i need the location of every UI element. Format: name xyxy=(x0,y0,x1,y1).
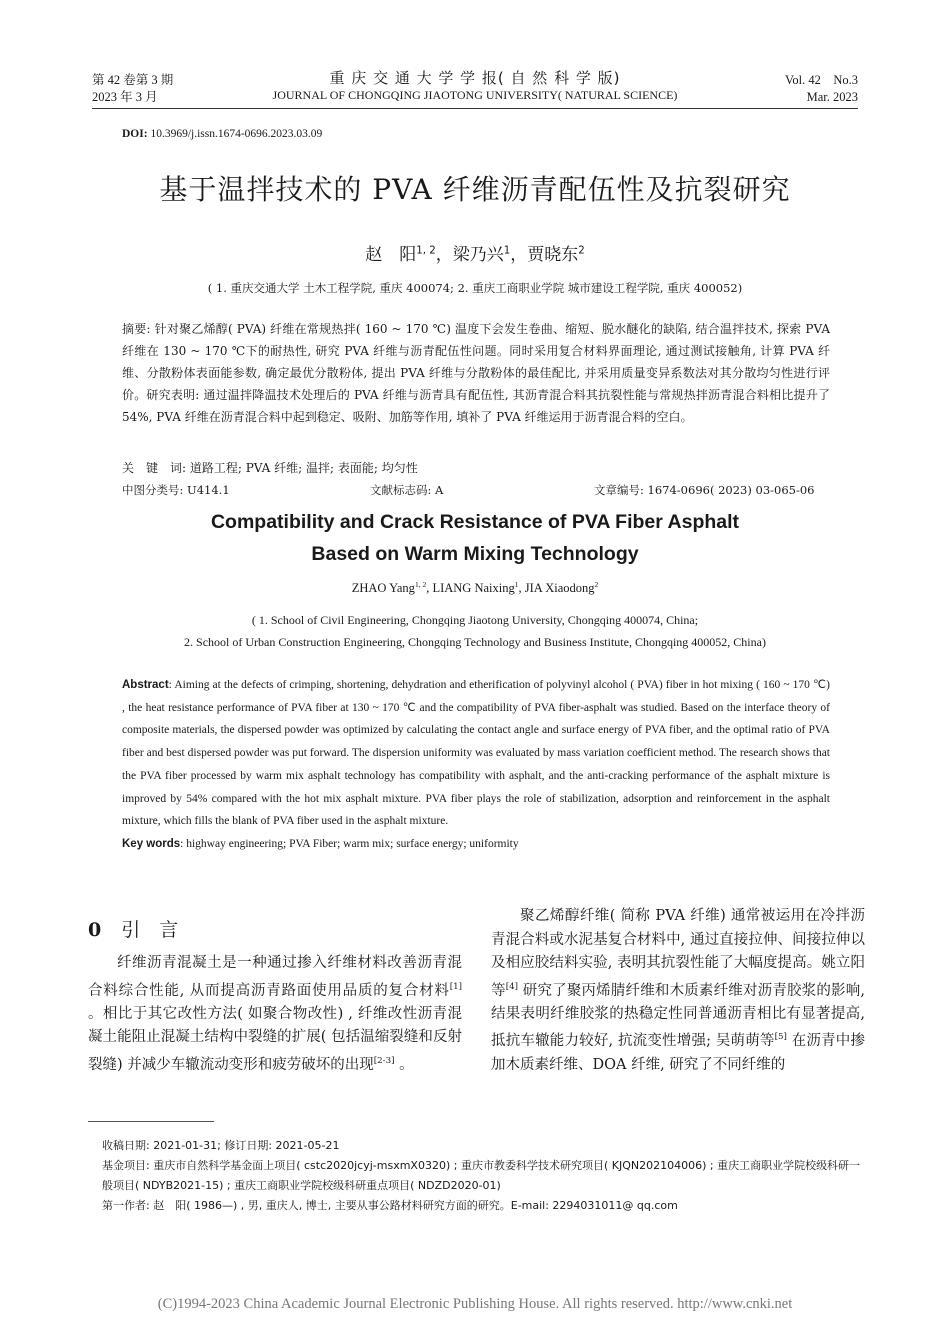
copyright-notice: (C)1994-2023 China Academic Journal Electronic Publishing House. All rights reserved. http://www.cnki.net xyxy=(157,1296,793,1312)
section-heading xyxy=(88,915,178,942)
author-en-2-sup: 1 xyxy=(514,580,519,589)
abstract-en-text: : Aiming at the defects of crimping, shortening, dehydration and etherification of polyvinyl alcohol ( PVA) fiber in hot mixing ( 160 ~ 170 ℃) , the heat resistance performance of PVA fiber at 130 ~ 170 ℃ and the compatibility of PVA fiber-asphalt was studied. Based on the interface theory of composite materials, the dispersed powder was optimized by calculating the contact angle and surface energy of PVA fiber, and the optimal ratio of PVA fiber and best dispersed powder was put forward. The dispersion uniformity was evaluated by mass variation coefficient method. The research shows that the PVA fiber processed by warm mix asphalt technology has compatibility with asphalt, and the anti-cracking performance of the asphalt mixture is improved by 54% compared with the hot mix asphalt mixture. PVA fiber plays the role of stabilization, adsorption and reinforcement in the asphalt mixture, which fills the blank of PVA fiber used in the asphalt mixture. xyxy=(122,679,830,828)
header-rule xyxy=(92,108,858,109)
affiliation-en-line1: ( 1. School of Civil Engineering, Chongqing Jiaotong University, Chongqing 400074, China; xyxy=(251,613,699,627)
title-en-line2: Based on Warm Mixing Technology xyxy=(311,543,639,565)
citation-2: [2-3] xyxy=(373,1055,395,1066)
author-1-sup: 1, 2 xyxy=(416,245,436,257)
keywords-en-text: : highway engineering; PVA Fiber; warm mix; surface energy; uniformity xyxy=(180,837,519,850)
right-text-3: 在沥青中掺加木质素纤维、DOA 纤维, 研究了不同纤维的 xyxy=(491,1033,866,1073)
abstract-en-label: Abstract xyxy=(122,679,169,691)
journal-name-en: JOURNAL OF CHONGQING JIAOTONG UNIVERSITY( NATURAL SCIENCE) xyxy=(272,88,678,102)
right-text-2: 研究了聚丙烯腈纤维和木质素纤维对沥青胶浆的影响, 结果表明纤维胶浆的热稳定性同普通沥青相比有显著提高, 抵抗车辙能力较好, 抗流变性增强; 吴萌萌等 xyxy=(491,982,866,1050)
abstract-en xyxy=(122,674,830,856)
citation-4: [4] xyxy=(505,981,518,992)
author-1: 赵 阳 xyxy=(365,245,417,265)
intro-text-1: 纤维沥青混凝土是一种通过掺入纤维材料改善沥青混合料综合性能, 从而提高沥青路面使用品质的复合材料 xyxy=(88,955,462,999)
authors-en xyxy=(0,580,950,596)
title-en-line1: Compatibility and Crack Resistance of PVA Fiber Asphalt xyxy=(210,511,740,533)
right-text-1: 聚乙烯醇纤维( 简称 PVA 纤维) 通常被运用在冷拌沥青混合料或水泥基复合材料中, 通过直接拉伸、间接拉伸以及相应胶结料实验, 表明其抗裂性能了大幅度提高。姚立阳等 xyxy=(491,908,865,999)
title-en xyxy=(0,506,950,570)
footnote-author: 第一作者: 赵 阳( 1986—) , 男, 重庆人, 博士, 主要从事公路材料研究方面的研究。E-mail: 2294031011@ qq.com xyxy=(102,1199,678,1212)
doi-label: DOI: xyxy=(122,128,148,140)
intro-paragraph-left xyxy=(88,952,462,1077)
volume-issue: 第 42 卷第 3 期 xyxy=(92,73,174,87)
clc-number: 中图分类号: U414.1 xyxy=(122,483,230,497)
author-en-3: , JIA Xiaodong xyxy=(518,581,595,596)
section-number: 0 xyxy=(88,919,102,941)
author-3-sup: 2 xyxy=(578,245,585,257)
header-right xyxy=(785,72,858,106)
author-3: ，贾晓东 xyxy=(510,245,579,265)
intro-text-3: 。 xyxy=(394,1056,414,1073)
section-title: 引 言 xyxy=(121,919,179,941)
affiliation-en-line2: 2. School of Urban Construction Engineering, Chongqing Technology and Business Institute, Chongqing 400052, China) xyxy=(184,635,766,649)
article-number: 文章编号: 1674-0696( 2023) 03-065-06 xyxy=(594,483,815,497)
author-2-sup: 1 xyxy=(503,245,511,257)
intro-paragraph-right xyxy=(491,905,865,1077)
keywords-en-label: Key words xyxy=(122,837,181,850)
date-en: Mar. 2023 xyxy=(806,90,858,104)
author-en-1-sup: 1, 2 xyxy=(414,580,427,589)
volume-en: Vol. 42 No.3 xyxy=(784,73,858,87)
keywords-cn: 关 键 词: 道路工程; PVA 纤维; 温拌; 表面能; 均匀性 xyxy=(122,461,418,475)
doi-value: 10.3969/j.issn.1674-0696.2023.03.09 xyxy=(147,128,323,140)
citation-1: [1] xyxy=(449,981,462,992)
journal-name-cn: 重 庆 交 通 大 学 学 报( 自 然 科 学 版) xyxy=(329,69,621,87)
author-en-3-sup: 2 xyxy=(594,580,599,589)
authors-cn xyxy=(0,240,950,265)
footnote-fund: 基金项目: 重庆市自然科学基金面上项目( cstc2020jcyj-msxmX0320) ; 重庆市教委科学技术研究项目( KJQN202104006) ; 重庆工商职业学院校级科研一般项目( NDYB2021-15) ; 重庆工商职业学院校级科研重点项目( NDZD2020-01) xyxy=(102,1159,861,1192)
author-en-1: ZHAO Yang xyxy=(351,581,415,596)
abstract-cn: 摘要: 针对聚乙烯醇( PVA) 纤维在常规热拌( 160 ~ 170 ℃) 温度下会发生卷曲、缩短、脱水醚化的缺陷, 结合温拌技术, 探索 PVA 纤维在 130 ~ 170 ℃下的耐热性, 研究 PVA 纤维与沥青配伍性问题。同时采用复合材料界面理论, 通过测试接触角, 计算 PVA 纤维、分散粉体表面能参数, 确定最优分散粉体, 提出 PVA 纤维与分散粉体的最佳配比, 并采用质量变异系数法对其分散均匀性进行评价。研究表明: 通过温拌降温技术处理后的 PVA 纤维与沥青具有配伍性, 其沥青混合料其抗裂性能与常规热拌沥青混合料相比提升了 54%, PVA 纤维在沥青混合料中起到稳定、吸附、加筋等作用, 填补了 PVA 纤维运用于沥青混合料的空白。 xyxy=(122,322,830,424)
footnote-rule xyxy=(88,1121,214,1122)
footnotes xyxy=(102,1136,864,1216)
intro-text-2: 。相比于其它改性方法( 如聚合物改性) , 纤维改性沥青混凝土能阻止混凝土结构中裂缝的扩展( 包括温缩裂缝和反射裂缝) 并减少车辙流动变形和疲劳破坏的出现 xyxy=(88,1005,462,1073)
affiliation-en xyxy=(0,609,950,653)
doi xyxy=(122,128,322,140)
title-cn: 基于温拌技术的 PVA 纤维沥青配伍性及抗裂研究 xyxy=(159,173,791,206)
document-code: 文献标志码: A xyxy=(370,483,444,497)
issue-date: 2023 年 3 月 xyxy=(92,90,158,104)
keywords-en xyxy=(122,833,830,856)
author-2: ，梁乃兴 xyxy=(435,245,504,265)
author-en-2: , LIANG Naixing xyxy=(426,581,515,596)
footnote-received: 收稿日期: 2021-01-31; 修订日期: 2021-05-21 xyxy=(102,1139,340,1152)
citation-5: [5] xyxy=(774,1032,787,1043)
affiliation-cn: ( 1. 重庆交通大学 土木工程学院, 重庆 400074; 2. 重庆工商职业学院 城市建设工程学院, 重庆 400052) xyxy=(207,281,743,295)
